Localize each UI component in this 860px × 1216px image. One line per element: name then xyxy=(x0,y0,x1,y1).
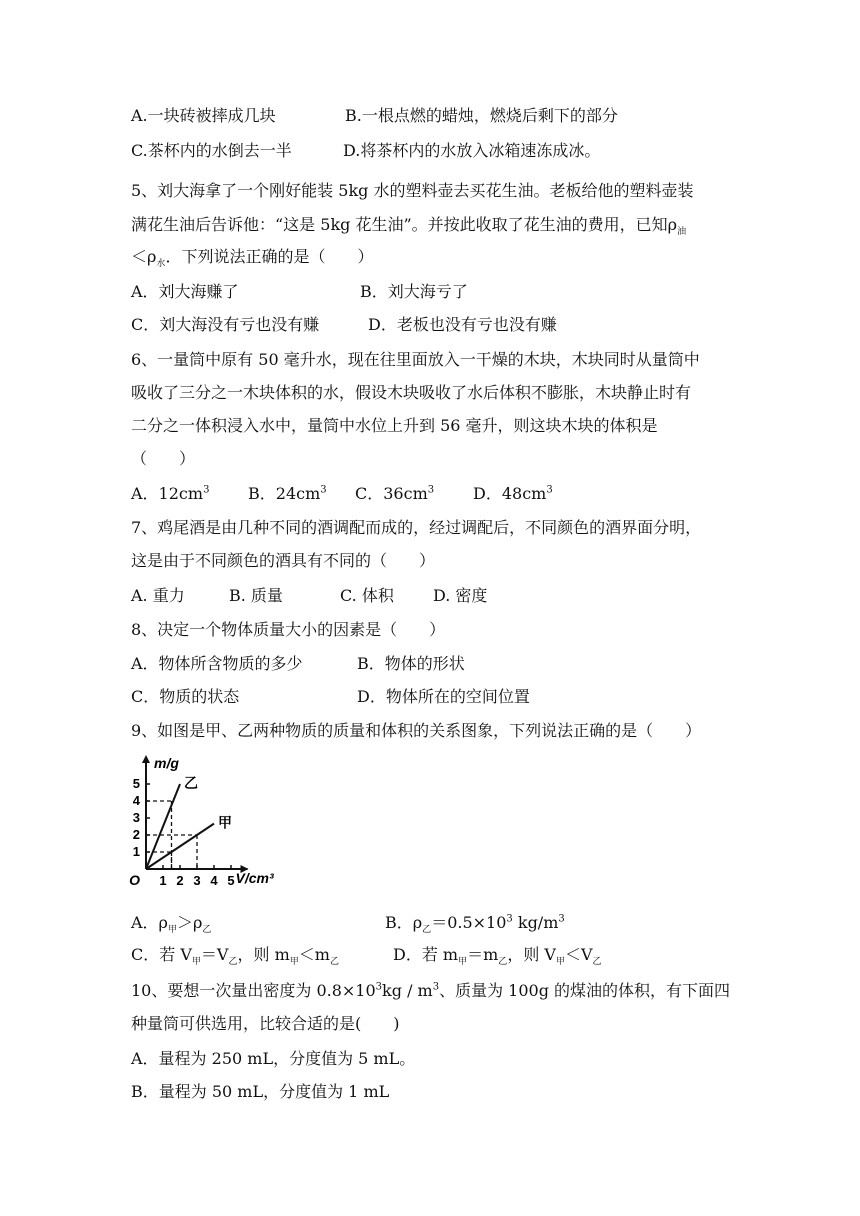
q9-c-sub-2: 乙 xyxy=(228,957,238,968)
q7-stem-line-2: 这是由于不同颜色的酒具有不同的（ ） xyxy=(131,551,436,570)
q9-c-text-3: ，则 m xyxy=(237,945,290,964)
q6-stem-line-2: 吸收了三分之一木块体积的水，假设木块吸收了水后体积不膨胀，木块静止时有 xyxy=(131,383,692,402)
q6-option-a-exp: 3 xyxy=(203,484,210,496)
q7-option-b: B. 质量 xyxy=(229,586,283,605)
q6-option-a xyxy=(131,483,209,505)
q9-mass-volume-chart xyxy=(128,754,324,894)
q9-b-unit: kg/m xyxy=(512,913,559,932)
q8-stem: 8、决定一个物体质量大小的因素是（ ） xyxy=(131,620,446,639)
q9-d-sub-1: 甲 xyxy=(458,957,468,968)
q10-stem-line-2: 种量筒可供选用，比较合适的是( ) xyxy=(131,1014,400,1033)
x-tick-label: 3 xyxy=(193,873,201,888)
q7-option-d: D. 密度 xyxy=(433,586,488,605)
series-line-1 xyxy=(146,784,180,869)
x-tick-label: 5 xyxy=(227,873,235,888)
q6-stem-line-3: 二分之一体积浸入水中，量筒中水位上升到 56 毫升，则这块木块的体积是 xyxy=(131,416,658,435)
q9-d-sub-2: 乙 xyxy=(498,957,508,968)
q6-option-c xyxy=(355,483,434,505)
q6-stem-line-4: （ ） xyxy=(131,449,196,468)
x-tick-label: 2 xyxy=(176,873,184,888)
q5-stem-line-2 xyxy=(131,214,686,236)
q10-stem-line-1 xyxy=(131,980,730,1002)
q6-option-d-exp: 3 xyxy=(546,484,553,496)
series-label-1: 乙 xyxy=(184,775,198,791)
q5-subscript-water: 水 xyxy=(156,259,166,270)
y-tick-label: 2 xyxy=(132,827,140,842)
q9-b-text-2: ＝0.5×10 xyxy=(431,913,507,932)
series-label-2: 甲 xyxy=(218,814,232,831)
q5-stem-line-1: 5、刘大海拿了一个刚好能装 5kg 水的塑料壶去买花生油。老板给他的塑料壶装 xyxy=(131,181,694,200)
q9-d-text-1: D．若 m xyxy=(393,945,459,964)
q9-option-a xyxy=(131,912,211,934)
q5-option-d: D．老板也没有亏也没有赚 xyxy=(368,315,557,334)
q6-stem-line-1: 6、一量筒中原有 50 毫升水，现在往里面放入一干燥的木块，木块同时从量筒中 xyxy=(131,350,700,369)
q4-option-c: C.茶杯内的水倒去一半 xyxy=(131,141,292,160)
q6-option-d-text: D．48cm xyxy=(473,484,547,503)
q10-exp-1: 3 xyxy=(375,981,383,993)
q6-option-d xyxy=(473,483,553,505)
q10-option-a: A．量程为 250 mL，分度值为 5 mL。 xyxy=(131,1049,416,1068)
q5-stem-line-3-text: ．下列说法正确的是（ ） xyxy=(165,247,374,266)
q9-option-d xyxy=(393,944,602,966)
y-axis-arrow xyxy=(142,755,150,763)
q9-b-text-1: B．ρ xyxy=(385,913,423,932)
q4-option-b: B.一根点燃的蜡烛，燃烧后剩下的部分 xyxy=(345,106,618,125)
q8-option-b: B．物体的形状 xyxy=(357,654,465,673)
q9-d-text-4: ＜V xyxy=(564,945,593,964)
y-tick-label: 3 xyxy=(132,810,140,825)
q7-option-a: A. 重力 xyxy=(131,586,185,605)
q10-text-1: 10、要想一次量出密度为 0.8×10 xyxy=(131,981,376,1000)
q9-a-text-1: A．ρ xyxy=(131,913,168,932)
q9-a-text-2: ＞ρ xyxy=(176,913,203,932)
y-tick-label: 5 xyxy=(132,776,140,791)
q6-option-c-exp: 3 xyxy=(427,484,435,496)
q5-option-b: B．刘大海亏了 xyxy=(360,282,468,301)
q9-b-exp-1: 3 xyxy=(506,913,513,925)
q9-d-sub-4: 乙 xyxy=(592,957,602,968)
q5-rho-symbol: ＜ρ xyxy=(131,247,157,266)
x-tick-label: 1 xyxy=(159,873,167,888)
y-tick-label: 4 xyxy=(132,793,140,808)
q10-option-b: B．量程为 50 mL，分度值为 1 mL xyxy=(131,1082,390,1101)
q5-option-c: C．刘大海没有亏也没有赚 xyxy=(131,315,320,334)
q9-d-text-2: ＝m xyxy=(467,945,499,964)
q7-option-c: C. 体积 xyxy=(340,586,394,605)
q6-option-b-exp: 3 xyxy=(320,484,327,496)
q6-option-b-text: B．24cm xyxy=(248,484,321,503)
q9-c-sub-3: 甲 xyxy=(289,957,299,968)
q9-option-b xyxy=(385,912,565,934)
q10-text-3: 、质量为 100g 的煤油的体积，有下面四 xyxy=(439,981,731,1000)
y-axis-label: m/g xyxy=(154,755,179,771)
q5-stem-line-3 xyxy=(131,246,373,268)
q9-option-c xyxy=(131,944,339,966)
q4-option-a: A.一块砖被摔成几块 xyxy=(131,106,276,125)
q7-stem-line-1: 7、鸡尾酒是由几种不同的酒调配而成的，经过调配后，不同颜色的酒界面分明， xyxy=(131,518,702,537)
q9-b-exp-2: 3 xyxy=(558,913,565,925)
q9-c-text-1: C．若 V xyxy=(131,945,192,964)
q9-a-sub-1: 甲 xyxy=(167,925,177,936)
q9-c-sub-4: 乙 xyxy=(329,957,339,968)
q6-option-b xyxy=(248,483,327,505)
q4-option-d: D.将茶杯内的水放入冰箱速冻成冰。 xyxy=(343,141,601,160)
y-tick-label: 1 xyxy=(132,844,140,859)
q6-option-a-text: A．12cm xyxy=(131,484,204,503)
q9-stem: 9、如图是甲、乙两种物质的质量和体积的关系图象，下列说法正确的是（ ） xyxy=(131,721,702,740)
origin-label: O xyxy=(129,872,140,888)
q9-d-text-3: ，则 V xyxy=(507,945,556,964)
q9-c-text-4: ＜m xyxy=(298,945,330,964)
q9-b-sub-1: 乙 xyxy=(422,925,432,936)
q10-exp-2: 3 xyxy=(432,981,440,993)
q9-c-text-2: ＝V xyxy=(200,945,229,964)
q8-option-d: D．物体所在的空间位置 xyxy=(357,687,530,706)
q5-stem-line-2-text: 满花生油后告诉他：“这是 5kg 花生油”。并按此收取了花生油的费用，已知ρ xyxy=(131,215,678,234)
q6-option-c-text: C．36cm xyxy=(355,484,428,503)
q10-text-2: kg / m xyxy=(382,981,433,1000)
q8-option-a: A．物体所含物质的多少 xyxy=(131,654,303,673)
q9-a-sub-2: 乙 xyxy=(202,925,212,936)
q9-c-sub-1: 甲 xyxy=(191,957,201,968)
series-line-2 xyxy=(146,824,214,869)
x-axis-label: V/cm³ xyxy=(235,870,274,886)
q5-option-a: A．刘大海赚了 xyxy=(131,282,239,301)
q9-d-sub-3: 甲 xyxy=(555,957,565,968)
x-tick-label: 4 xyxy=(210,873,218,888)
q8-option-c: C．物质的状态 xyxy=(131,687,240,706)
q5-subscript-oil: 油 xyxy=(677,227,687,238)
chart-layer xyxy=(129,755,274,888)
